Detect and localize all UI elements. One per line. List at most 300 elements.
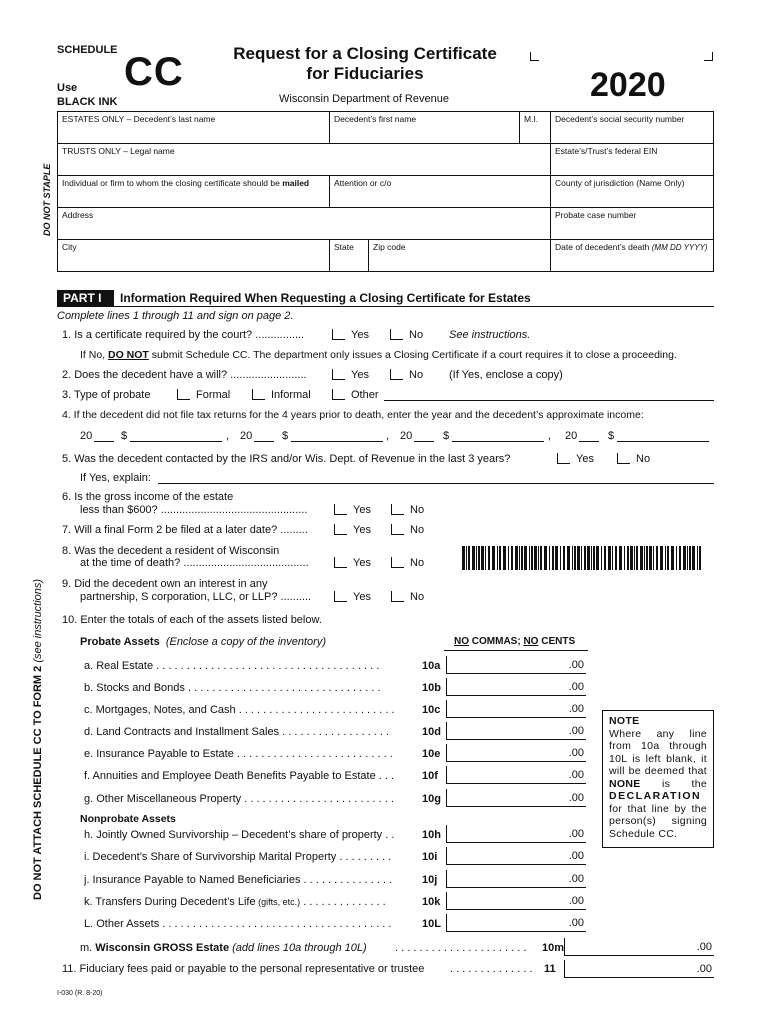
line-10m-amount[interactable]: [564, 938, 714, 956]
mail-to-bold: mailed: [282, 178, 310, 188]
corner-mark-left: [530, 52, 539, 61]
barcode-bar: [646, 546, 648, 570]
q5-yes-checkbox[interactable]: [557, 453, 570, 464]
asset-line-label: [84, 682, 381, 694]
probate-informal-label: Informal: [271, 389, 311, 401]
asset-line-text: j. Insurance Payable to Named Beneficiaries: [84, 874, 301, 886]
barcode-bar: [462, 546, 465, 570]
probate-assets-header: [80, 636, 326, 648]
asset-line-label: [84, 896, 386, 908]
barcode-bar: [665, 546, 666, 570]
asset-amount-cents: .00: [568, 703, 584, 715]
barcode-bar: [692, 546, 695, 570]
question-10: 10. Enter the totals of each of the assets listed below.: [62, 614, 322, 626]
q9-no-label: No: [410, 591, 425, 603]
barcode-bar: [660, 546, 663, 570]
line-11-dots: . . . . . . . . . . . . . .: [450, 963, 533, 975]
asset-line-number: 10g: [422, 793, 441, 805]
barcode-bar: [492, 546, 495, 570]
barcode-bar: [567, 546, 570, 570]
income-year-3: 20: [400, 430, 413, 442]
asset-amount-10k[interactable]: [446, 892, 586, 910]
question-5: 5. Was the decedent contacted by the IRS and/or Wis. Dept. of Revenue in the last 3 years?: [62, 453, 511, 465]
barcode-bar: [472, 546, 475, 570]
asset-line-number: 10f: [422, 770, 438, 782]
asset-line-dots: . .: [385, 829, 395, 841]
line-11-number: 11: [544, 963, 556, 975]
decedent-first-name-field[interactable]: Decedent’s first name: [329, 111, 520, 144]
asset-line-small-note: (gifts, etc.): [258, 897, 301, 907]
asset-amount-cents: .00: [568, 873, 584, 885]
line-10m-label: [80, 942, 367, 954]
q9-yes-checkbox[interactable]: [334, 591, 347, 602]
mail-to-field[interactable]: [57, 175, 330, 208]
barcode-bar: [676, 546, 677, 570]
asset-amount-cents: .00: [568, 747, 584, 759]
probate-informal-checkbox[interactable]: [252, 389, 265, 400]
barcode-bar: [488, 546, 490, 570]
question-8-line-1: 8. Was the decedent a resident of Wisconsin: [62, 545, 280, 557]
barcode-bar: [593, 546, 595, 570]
probate-case-field[interactable]: Probate case number: [550, 207, 714, 240]
q5-explain-input[interactable]: [158, 483, 714, 484]
question-9-line-2: partnership, S corporation, LLC, or LLP? ..........: [80, 591, 312, 603]
no-commas-rule: [444, 650, 588, 651]
q2-yes-option[interactable]: [332, 369, 369, 381]
barcode-bar: [634, 546, 635, 570]
note-body-bold-1: NONE: [609, 777, 641, 790]
no-commas-no: NO: [454, 636, 469, 647]
question-3: 3. Type of probate: [62, 389, 151, 401]
income-amount-3-input[interactable]: [452, 441, 544, 442]
q2-no-label: No: [409, 369, 424, 381]
q1-no-option[interactable]: [390, 329, 423, 341]
q1-yes-label: Yes: [351, 329, 369, 341]
barcode-bar: [563, 546, 565, 570]
q7-yes-option[interactable]: [334, 524, 371, 536]
q1-no-label: No: [409, 329, 424, 341]
q2-yes-checkbox[interactable]: [332, 369, 345, 380]
barcode-bar: [519, 546, 520, 570]
barcode-bar: [627, 546, 629, 570]
black-ink-label: BLACK INK: [57, 96, 118, 108]
q5-no-checkbox[interactable]: [617, 453, 630, 464]
income-year-2: 20: [240, 430, 253, 442]
barcode-bar: [596, 546, 599, 570]
q9-no-option[interactable]: [391, 591, 424, 603]
probate-other-option[interactable]: [332, 389, 379, 401]
question-6-line-2: less than $600? ................................................: [80, 504, 308, 516]
form-barcode: [462, 546, 706, 570]
title-line-2: for Fiduciaries: [306, 64, 424, 83]
no-commas-text: COMMAS;: [471, 636, 521, 647]
barcode-bar: [524, 546, 527, 570]
asset-line-dots: . . . . . . . . . . . . . . . . . . . . . . . . . .: [236, 748, 393, 760]
barcode-bar: [656, 546, 658, 570]
q7-yes-label: Yes: [353, 524, 371, 536]
barcode-bar: [636, 546, 638, 570]
q5-no-option[interactable]: [617, 453, 650, 465]
barcode-bar: [508, 546, 509, 570]
asset-line-dots: . . . . . . . . . . . . . . . . . . . . . . . . . . . . . . . .: [187, 682, 381, 694]
q6-no-option[interactable]: [391, 504, 424, 516]
barcode-bar: [560, 546, 561, 570]
q1-followup: [80, 349, 677, 361]
income-amount-4-input[interactable]: [617, 441, 709, 442]
asset-line-text: a. Real Estate: [84, 660, 154, 672]
barcode-bar: [468, 546, 470, 570]
barcode-bar: [534, 546, 537, 570]
federal-ein-field[interactable]: Estate’s/Trust’s federal EIN: [550, 143, 714, 176]
probate-informal-option[interactable]: [252, 389, 311, 401]
asset-amount-10L[interactable]: [446, 914, 586, 932]
title-line-1: Request for a Closing Certificate: [233, 44, 497, 63]
probate-other-label: Other: [351, 389, 379, 401]
asset-amount-cents: .00: [568, 725, 584, 737]
asset-amount-10j[interactable]: [446, 870, 586, 888]
do-not-attach-text: DO NOT ATTACH SCHEDULE CC TO FORM 2: [32, 665, 44, 900]
department-name: Wisconsin Department of Revenue: [279, 93, 449, 105]
asset-line-text: k. Transfers During Decedent’s Life: [84, 896, 256, 908]
asset-amount-10f[interactable]: [446, 766, 586, 784]
part1-rule: [57, 306, 714, 307]
barcode-bar: [555, 546, 558, 570]
q5-yes-option[interactable]: [557, 453, 594, 465]
asset-line-text: c. Mortgages, Notes, and Cash: [84, 704, 236, 716]
schedule-cc: CC: [124, 50, 184, 94]
question-6-line-1: 6. Is the gross income of the estate: [62, 491, 234, 503]
county-field[interactable]: County of jurisdiction (Name Only): [550, 175, 714, 208]
probate-formal-label: Formal: [196, 389, 231, 401]
asset-amount-10c[interactable]: [446, 700, 586, 718]
asset-line-dots: . . . . . . . . . . . . . . . . . . . . . . . . . . . . . . . . . . . . . .: [162, 918, 392, 930]
decedent-last-name-field[interactable]: ESTATES ONLY – Decedent’s last name: [57, 111, 330, 144]
asset-line-number: 10a: [422, 660, 441, 672]
income-year-4-input[interactable]: [579, 441, 599, 442]
barcode-bar: [619, 546, 622, 570]
asset-line-dots: . . . . . . . . . . . . . .: [303, 896, 386, 908]
q9-yes-option[interactable]: [334, 591, 371, 603]
q1-followup-bold: DO NOT: [108, 349, 149, 361]
income-amount-1-input[interactable]: [130, 441, 222, 442]
asset-line-number: 10i: [422, 851, 438, 863]
asset-line-number: 10h: [422, 829, 441, 841]
q5-no-label: No: [636, 453, 651, 465]
barcode-bar: [478, 546, 480, 570]
asset-line-dots: . . . . . . . . . . . . . . . . . . . . . . . . .: [244, 793, 394, 805]
asset-amount-10i[interactable]: [446, 847, 586, 865]
barcode-bar: [485, 546, 486, 570]
part1-title: Information Required When Requesting a Closing Certificate for Estates: [120, 291, 531, 305]
do-not-attach-label: [32, 579, 44, 900]
decedent-ssn-field[interactable]: Decedent’s social security number: [550, 111, 714, 144]
barcode-bar: [574, 546, 576, 570]
barcode-bar: [640, 546, 643, 570]
income-amount-2-dollar: $: [282, 430, 289, 442]
barcode-bar: [683, 546, 686, 570]
q2-yes-label: Yes: [351, 369, 369, 381]
note-body-1: Where any line from 10a through 10L is left blank, it will be deemed that: [609, 727, 707, 777]
line-11-cents: .00: [696, 963, 712, 975]
asset-line-number: 10j: [422, 874, 438, 886]
q7-no-label: No: [410, 524, 425, 536]
barcode-bar: [630, 546, 633, 570]
asset-line-text: i. Decedent’s Share of Survivorship Marital Property: [84, 851, 337, 863]
asset-line-dots: . . . . . . . . . . . . . . .: [303, 874, 393, 886]
asset-line-label: [84, 748, 393, 760]
barcode-bar: [531, 546, 533, 570]
asset-line-label: [84, 726, 389, 738]
asset-amount-cents: .00: [568, 769, 584, 781]
barcode-bar: [540, 546, 542, 570]
asset-line-number: 10d: [422, 726, 441, 738]
side-see-instructions: (see instructions): [32, 578, 44, 663]
mail-to-label: Individual or firm to whom the closing certificate should be: [62, 178, 280, 188]
barcode-bar: [612, 546, 613, 570]
barcode-bar: [572, 546, 573, 570]
q7-no-checkbox[interactable]: [391, 524, 404, 535]
q2-note: (If Yes, enclose a copy): [449, 369, 563, 381]
barcode-bar: [601, 546, 602, 570]
barcode-bar: [615, 546, 617, 570]
death-date-format: (MM DD YYYY): [651, 243, 708, 252]
line-11-amount[interactable]: [564, 960, 714, 978]
do-not-staple-label: DO NOT STAPLE: [42, 163, 52, 236]
q1-followup-post: submit Schedule CC. The department only issues a Closing Certificate if a court requires it to close a proceeding.: [151, 349, 677, 361]
asset-amount-cents: .00: [568, 850, 584, 862]
tax-year: 2020: [590, 66, 666, 104]
asset-amount-cents: .00: [568, 895, 584, 907]
asset-line-label: [84, 918, 391, 930]
asset-amount-cents: .00: [568, 681, 584, 693]
trust-legal-name-field[interactable]: TRUSTS ONLY – Legal name: [57, 143, 551, 176]
asset-amount-10b[interactable]: [446, 678, 586, 696]
asset-amount-10e[interactable]: [446, 744, 586, 762]
barcode-bar: [481, 546, 484, 570]
barcode-bar: [649, 546, 652, 570]
probate-other-input[interactable]: [384, 400, 714, 401]
question-7: 7. Will a final Form 2 be filed at a later date? .........: [62, 524, 308, 536]
asset-line-number: 10c: [422, 704, 441, 716]
q6-no-checkbox[interactable]: [391, 504, 404, 515]
asset-line-label: [84, 829, 394, 841]
income-amount-1-dollar: $: [121, 430, 128, 442]
asset-line-label: [84, 704, 395, 716]
asset-line-number: 10k: [422, 896, 441, 908]
asset-amount-cents: .00: [568, 828, 584, 840]
q1-yes-checkbox[interactable]: [332, 329, 345, 340]
asset-line-number: 10L: [422, 918, 441, 930]
income-year-3-input[interactable]: [414, 441, 434, 442]
barcode-bar: [549, 546, 550, 570]
barcode-bar: [604, 546, 606, 570]
asset-line-dots: . . . . . . . . . . . . . . . . . . . . . . . . . .: [238, 704, 395, 716]
form-id: I-030 (R. 8-20): [57, 990, 103, 997]
q9-yes-label: Yes: [353, 591, 371, 603]
address-field[interactable]: Address: [57, 207, 551, 240]
barcode-bar: [687, 546, 688, 570]
question-2: 2. Does the decedent have a will? .........................: [62, 369, 307, 381]
asset-line-number: 10e: [422, 748, 441, 760]
barcode-bar: [584, 546, 586, 570]
barcode-bar: [689, 546, 691, 570]
line-10m-dots: . . . . . . . . . . . . . . . . . . . . . .: [395, 942, 527, 954]
barcode-bar: [624, 546, 625, 570]
asset-amount-10d[interactable]: [446, 722, 586, 740]
barcode-bar: [529, 546, 530, 570]
income-year-1-prefix: 20: [80, 430, 93, 442]
income-amount-4-dollar: $: [608, 430, 615, 442]
line-10m-prefix: m.: [80, 942, 93, 954]
note-body-3: for that line by the person(s) signing Schedule CC.: [609, 802, 707, 840]
barcode-bar: [552, 546, 554, 570]
note-body-bold-2: DECLARATION: [609, 790, 702, 802]
probate-formal-option[interactable]: [177, 389, 230, 401]
q6-yes-checkbox[interactable]: [334, 504, 347, 515]
q1-no-checkbox[interactable]: [390, 329, 403, 340]
barcode-bar: [581, 546, 582, 570]
middle-initial-field[interactable]: M.I.: [519, 111, 551, 144]
q8-no-option[interactable]: [391, 557, 424, 569]
note-title: NOTE: [609, 715, 640, 727]
income-comma-1: ,: [226, 430, 230, 442]
q7-yes-checkbox[interactable]: [334, 524, 347, 535]
nonprobate-assets-header: Nonprobate Assets: [80, 813, 176, 825]
line-10m-note: (add lines 10a through 10L): [232, 942, 367, 954]
death-date-label: Date of decedent’s death: [555, 242, 650, 252]
city-field[interactable]: City: [57, 239, 330, 272]
asset-line-text: f. Annuities and Employee Death Benefits Payable to Estate: [84, 770, 376, 782]
q5-explain-label: If Yes, explain:: [80, 472, 151, 484]
income-year-1: [80, 430, 92, 442]
probate-assets-title: Probate Assets: [80, 636, 160, 648]
form-title: [200, 44, 530, 84]
probate-other-checkbox[interactable]: [332, 389, 345, 400]
barcode-bar: [476, 546, 477, 570]
q6-no-label: No: [410, 504, 425, 516]
note-body-2: is the: [661, 777, 707, 790]
barcode-bar: [521, 546, 523, 570]
question-1: 1. Is a certificate required by the court? ................: [62, 329, 305, 341]
note-box: [602, 710, 714, 848]
asset-line-dots: . . .: [378, 770, 395, 782]
barcode-bar: [667, 546, 669, 570]
attention-field[interactable]: Attention or c/o: [329, 175, 551, 208]
q6-yes-label: Yes: [353, 504, 371, 516]
asset-line-dots: . . . . . . . . .: [339, 851, 392, 863]
asset-amount-cents: .00: [568, 917, 584, 929]
barcode-bar: [511, 546, 513, 570]
income-comma-3: ,: [548, 430, 552, 442]
question-4: 4. If the decedent did not file tax returns for the 4 years prior to death, enter the year and the decedent’s approximate income:: [62, 409, 644, 421]
q8-yes-checkbox[interactable]: [334, 557, 347, 568]
schedule-label: SCHEDULE: [57, 44, 118, 56]
q7-no-option[interactable]: [391, 524, 424, 536]
barcode-bar: [497, 546, 498, 570]
use-label: Use: [57, 82, 78, 94]
q8-yes-label: Yes: [353, 557, 371, 569]
question-9-line-1: 9. Did the decedent own an interest in any: [62, 578, 268, 590]
barcode-bar: [653, 546, 654, 570]
probate-assets-note: (Enclose a copy of the inventory): [165, 636, 327, 648]
barcode-bar: [608, 546, 611, 570]
line-10m-cents: .00: [696, 941, 712, 953]
asset-line-label: [84, 660, 379, 672]
barcode-bar: [587, 546, 590, 570]
q9-no-checkbox[interactable]: [391, 591, 404, 602]
asset-line-number: 10b: [422, 682, 441, 694]
q2-no-checkbox[interactable]: [390, 369, 403, 380]
asset-line-label: [84, 874, 392, 886]
q1-yes-option[interactable]: [332, 329, 369, 341]
income-amount-2-input[interactable]: [291, 441, 383, 442]
barcode-bar: [515, 546, 518, 570]
death-date-field[interactable]: [550, 239, 714, 272]
state-field[interactable]: State: [329, 239, 369, 272]
barcode-bar: [577, 546, 580, 570]
barcode-bar: [503, 546, 506, 570]
corner-mark-right: [704, 52, 713, 61]
income-year-1-input[interactable]: [94, 441, 114, 442]
asset-amount-10g[interactable]: [446, 789, 586, 807]
income-comma-2: ,: [386, 430, 390, 442]
income-year-4: 20: [565, 430, 578, 442]
asset-line-text: L. Other Assets: [84, 918, 160, 930]
no-cents-text: CENTS: [541, 636, 576, 647]
asset-amount-10h[interactable]: [446, 825, 586, 843]
barcode-bar: [499, 546, 501, 570]
barcode-bar: [466, 546, 467, 570]
q6-yes-option[interactable]: [334, 504, 371, 516]
asset-line-dots: . . . . . . . . . . . . . . . . . . . . . . . . . . . . . . . . . . . . .: [156, 660, 380, 672]
asset-line-text: d. Land Contracts and Installment Sales: [84, 726, 280, 738]
question-8-line-2: at the time of death? .........................................: [80, 557, 309, 569]
part1-badge: PART I: [57, 290, 114, 306]
asset-line-text: b. Stocks and Bonds: [84, 682, 185, 694]
q5-yes-label: Yes: [576, 453, 594, 465]
asset-amount-cents: .00: [568, 659, 584, 671]
q1-followup-pre: If No,: [80, 349, 106, 361]
asset-line-text: h. Jointly Owned Survivorship – Decedent’s share of property: [84, 829, 383, 841]
line-11-label: 11. Fiduciary fees paid or payable to the personal representative or trustee: [62, 963, 425, 975]
q8-no-checkbox[interactable]: [391, 557, 404, 568]
barcode-bar: [671, 546, 674, 570]
asset-line-label: [84, 793, 394, 805]
barcode-bar: [644, 546, 645, 570]
no-cents-no: NO: [523, 636, 539, 647]
barcode-bar: [699, 546, 701, 570]
part1-subtitle: Complete lines 1 through 11 and sign on page 2.: [57, 310, 294, 322]
asset-line-text: g. Other Miscellaneous Property: [84, 793, 242, 805]
barcode-bar: [591, 546, 592, 570]
q2-no-option[interactable]: [390, 369, 423, 381]
barcode-bar: [538, 546, 539, 570]
zip-field[interactable]: Zip code: [368, 239, 551, 272]
barcode-bar: [544, 546, 547, 570]
barcode-bar: [697, 546, 698, 570]
q8-no-label: No: [410, 557, 425, 569]
q8-yes-option[interactable]: [334, 557, 371, 569]
line-10m-number: 10m: [542, 942, 565, 954]
income-year-2-input[interactable]: [254, 441, 274, 442]
asset-line-label: [84, 770, 394, 782]
asset-amount-10a[interactable]: [446, 656, 586, 674]
probate-formal-checkbox[interactable]: [177, 389, 190, 400]
asset-line-label: [84, 851, 391, 863]
income-amount-3-dollar: $: [443, 430, 450, 442]
asset-line-dots: . . . . . . . . . . . . . . . . . .: [282, 726, 390, 738]
asset-amount-cents: .00: [568, 792, 584, 804]
